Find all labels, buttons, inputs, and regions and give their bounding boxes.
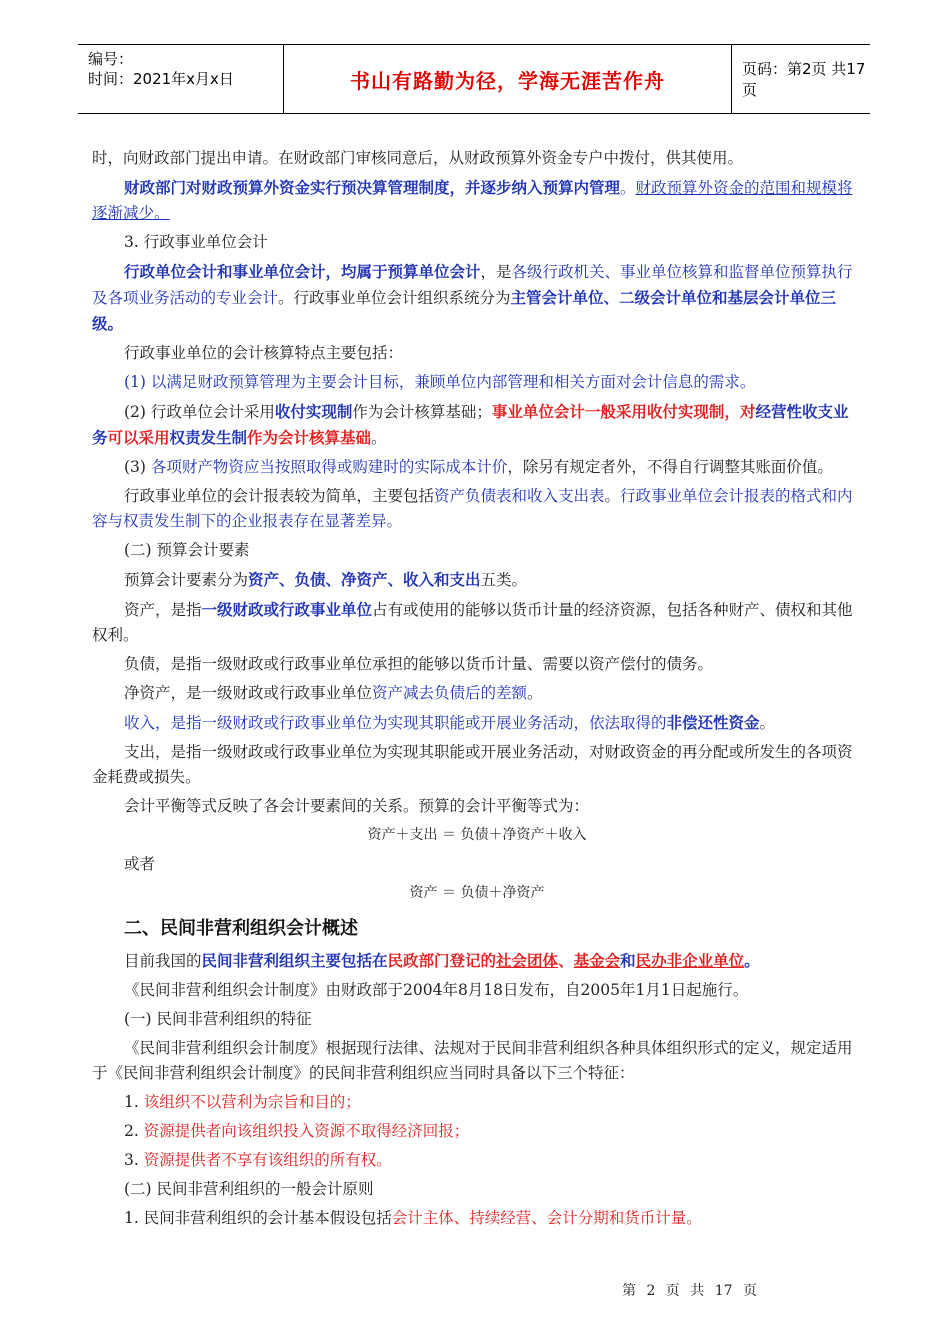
- text: 。: [620, 179, 636, 197]
- emphasis-text: 非偿还性资金: [666, 713, 760, 732]
- emphasis-text: 收付实现制: [274, 402, 353, 421]
- list-item: [92, 1090, 862, 1115]
- emphasis-text: 民间非营利组织主要包括在: [201, 951, 388, 970]
- text: 。行政事业单位会计组织系统分为: [278, 289, 511, 307]
- paragraph: [92, 175, 862, 226]
- highlight-text: 各级行政机关、事业单位核算和监督单位预算执行及各项业务活动的专业会计: [92, 263, 853, 307]
- highlight-text: 各项财产物资应当按照取得或购建时的实际成本计价: [150, 458, 508, 476]
- section-heading: 二、民间非营利组织会计概述: [124, 918, 358, 939]
- paragraph: 或者: [124, 855, 156, 873]
- heading-3: 3. 行政事业单位会计: [124, 233, 268, 251]
- text: 占有或使用的能够以货币计量的经济资源，包括各种财产、债权和其他权利。: [92, 601, 853, 644]
- warning-text: 资源提供者不享有该组织的所有权。: [143, 1151, 392, 1169]
- page-header: [78, 44, 870, 114]
- highlight-text: 行政事业单位会计报表的格式和内容与权责发生制下的企业报表存在显著差异。: [92, 487, 853, 530]
- warning-text: 该组织不以营利为宗旨和目的；: [143, 1093, 361, 1111]
- underlined-text: 财政预算外资金的范围和规模将逐渐减少。: [92, 179, 853, 222]
- underlined-text: 社会团体: [496, 951, 559, 970]
- text: 作为会计核算基础；: [352, 403, 492, 421]
- highlight-text: 收入，是指一级财政或行政事业单位为实现其职能或开展业务活动，依法取得的: [124, 714, 667, 732]
- text: (2) 行政单位会计采用: [124, 403, 275, 421]
- warning-text: 会计主体、持续经营、会计分期和货币计量。: [391, 1209, 702, 1227]
- text: 。: [759, 714, 776, 732]
- emphasis-text: 经营性收支业务: [92, 402, 849, 447]
- text: 净资产，是一级财政或行政事业单位: [124, 684, 373, 702]
- underlined-text: 民办非企业单位: [635, 951, 745, 970]
- paragraph: [92, 597, 862, 648]
- highlight-text: 资产负债表和收入支出表: [434, 487, 605, 505]
- emphasis-text: 。: [744, 951, 760, 970]
- warning-text: 作为会计核算基础: [247, 428, 372, 447]
- paragraph: [92, 681, 862, 706]
- subsection-heading: (二) 民间非营利组织的一般会计原则: [124, 1180, 374, 1198]
- text: 资产，是指: [124, 601, 202, 619]
- paragraph: 时，向财政部门提出申请。在财政部门审核同意后，从财政预算外资金专户中拨付，供其使用。: [92, 149, 744, 167]
- warning-text: 可以采用: [107, 428, 170, 447]
- header-code: 编号：: [88, 50, 134, 68]
- text: 预算会计要素分为: [124, 571, 249, 589]
- paragraph: 《民间非营利组织会计制度》根据现行法律、法规对于民间非营利组织各种具体组织形式的定义，规定适用于《民间非营利组织会计制度》的民间非营利组织应当同时具备以下三个特征：: [92, 1039, 853, 1082]
- document-body: [92, 146, 862, 1231]
- paragraph: 负债，是指一级财政或行政事业单位承担的能够以货币计量、需要以资产偿付的债务。: [124, 655, 714, 673]
- underlined-text: 基金会: [573, 951, 621, 970]
- list-item: [92, 455, 862, 480]
- list-item: [92, 1148, 862, 1173]
- emphasis-text: 一级财政或行政事业单位: [201, 600, 373, 619]
- subsection-heading: (一) 民间非营利组织的特征: [124, 1010, 312, 1028]
- equation: 资产＋支出 ＝ 负债＋净资产＋收入: [367, 827, 587, 843]
- list-item: [92, 1119, 862, 1144]
- header-meta: [78, 45, 283, 113]
- paragraph: 行政事业单位的会计核算特点主要包括：: [124, 344, 404, 362]
- text: (1): [124, 373, 151, 391]
- paragraph: [92, 1206, 862, 1231]
- header-time: 时间：2021年x月x日: [88, 70, 234, 88]
- text: 五类。: [480, 571, 528, 589]
- text: ，是: [480, 263, 512, 281]
- paragraph: [92, 259, 862, 337]
- paragraph: 会计平衡等式反映了各会计要素间的关系。预算的会计平衡等式为：: [124, 797, 590, 815]
- emphasis-text: 和: [620, 951, 636, 970]
- text: (3): [124, 458, 151, 476]
- paragraph: [92, 948, 862, 974]
- text: 3.: [124, 1151, 144, 1169]
- text: 目前我国的: [124, 952, 202, 970]
- text: 。: [527, 684, 543, 702]
- highlight-text: 以满足财政预算管理为主要会计目标，兼顾单位内部管理和相关方面对会计信息的需求。: [150, 373, 756, 391]
- equation: 资产 ＝ 负债＋净资产: [409, 885, 545, 901]
- warning-text: 资源提供者向该组织投入资源不取得经济回报；: [143, 1122, 470, 1140]
- text: 。: [371, 429, 387, 447]
- list-item: [92, 370, 862, 395]
- paragraph: 支出，是指一级财政或行政事业单位为实现其职能或开展业务活动，对财政资金的再分配或所发生的各项资金耗费或损失。: [92, 743, 853, 786]
- emphasis-text: 行政单位会计和事业单位会计，均属于预算单位会计: [124, 262, 481, 281]
- text: 1.: [124, 1093, 144, 1111]
- text: 2.: [124, 1122, 144, 1140]
- emphasis-text: 权责发生制: [169, 428, 248, 447]
- highlight-text: 资产减去负债后的差额: [372, 684, 528, 702]
- emphasis-text: 主管会计单位、二级会计单位和基层会计单位三级。: [92, 288, 837, 333]
- header-motto: 书山有路勤为径，学海无涯苦作舟: [283, 45, 732, 113]
- warning-text: 事业单位会计一般采用收付实现制，对: [491, 402, 756, 421]
- paragraph: [92, 567, 862, 593]
- text: 。: [604, 487, 621, 505]
- subsection-heading: (二) 预算会计要素: [124, 541, 250, 559]
- text: 行政事业单位的会计报表较为简单，主要包括: [124, 487, 435, 505]
- page-footer: 第 2 页 共 17 页: [622, 1283, 757, 1299]
- text: ，除另有规定者外，不得自行调整其账面价值。: [507, 458, 833, 476]
- paragraph: [92, 484, 862, 534]
- text: 1. 民间非营利组织的会计基本假设包括: [124, 1209, 392, 1227]
- header-page-number: 页码：第2页 共17页: [742, 60, 866, 99]
- warning-text: 、: [558, 951, 574, 970]
- paragraph: [92, 710, 862, 736]
- emphasis-text: 资产、负债、净资产、收入和支出: [248, 570, 481, 589]
- list-item: [92, 399, 862, 451]
- emphasis-text: 财政部门对财政预算外资金实行预决算管理制度，并逐步纳入预算内管理: [124, 178, 621, 197]
- warning-text: 民政部门登记的: [387, 951, 497, 970]
- paragraph: 《民间非营利组织会计制度》由财政部于2004年8月18日发布，自2005年1月1日起施行。: [124, 981, 749, 999]
